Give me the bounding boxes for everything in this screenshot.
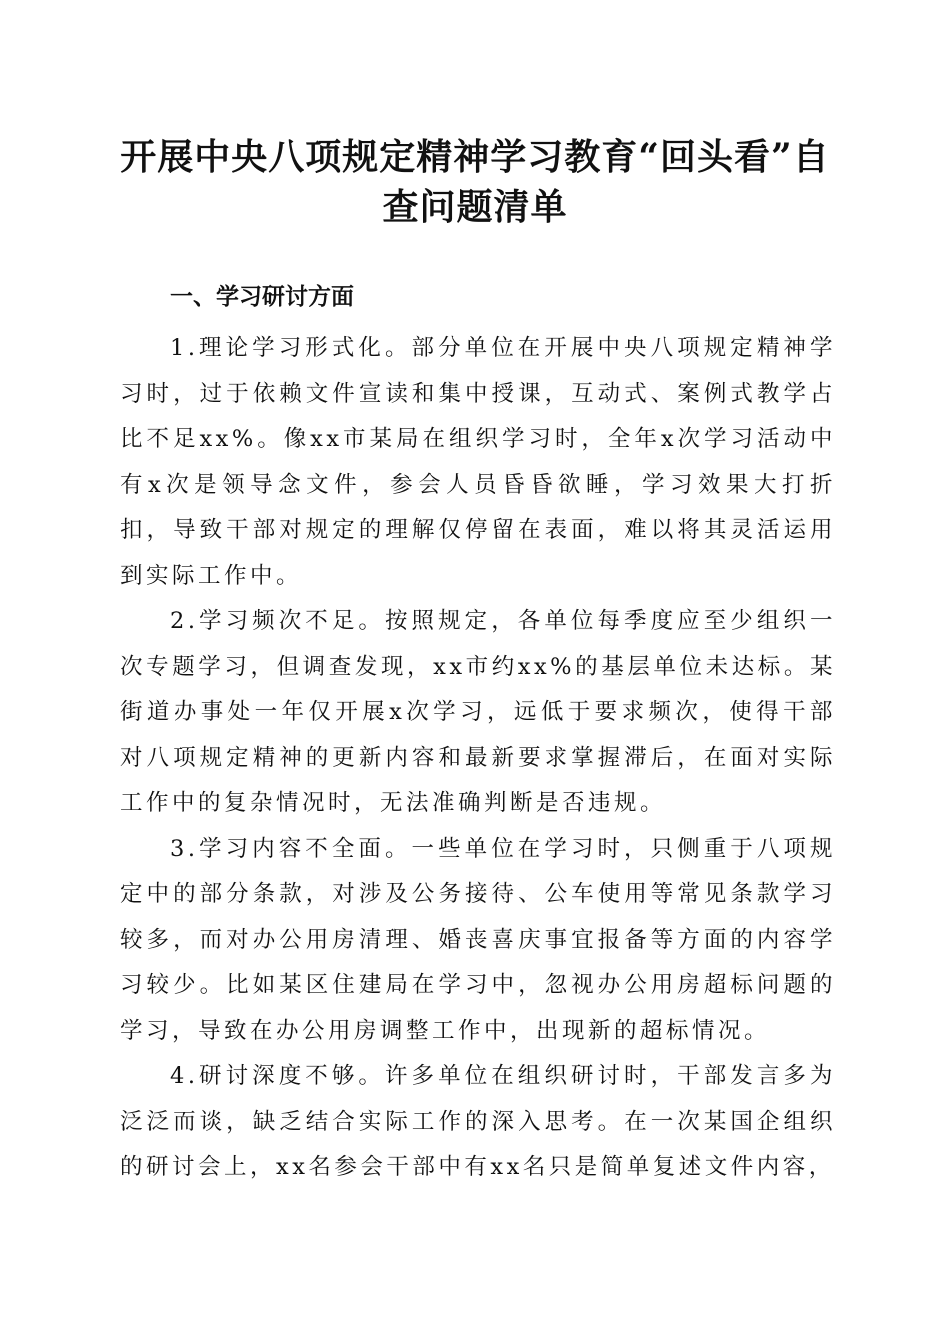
section-heading: 一、学习研讨方面 [170, 284, 354, 310]
paragraph-2: 2.学习频次不足。按照规定，各单位每季度应至少组织一次专题学习，但调查发现，xx市约xx%的基层单位未达标。某街道办事处一年仅开展x次学习，远低于要求频次，使得干部对八项规定精神的更新内容和最新要求掌握滞后，在面对实际工作中的复杂情况时，无法准确判断是否违规。 [120, 608, 836, 816]
document-body [120, 282, 836, 1191]
document-title-line-1: 开展中央八项规定精神学习教育“回头看”自 [120, 136, 830, 178]
document-title-line-2: 查问题清单 [382, 186, 568, 228]
paragraph-4: 4.研讨深度不够。许多单位在组织研讨时，干部发言多为泛泛而谈，缺乏结合实际工作的深入思考。在一次某国企组织的研讨会上，xx名参会干部中有xx名只是简单复述文件内容， [120, 1063, 836, 1180]
document-title [100, 132, 850, 232]
paragraph-3: 3.学习内容不全面。一些单位在学习时，只侧重于八项规定中的部分条款，对涉及公务接待、公车使用等常见条款学习较多，而对办公用房清理、婚丧喜庆事宜报备等方面的内容学习较少。比如某区住建局在学习中，忽视办公用房超标问题的学习，导致在办公用房调整工作中，出现新的超标情况。 [120, 835, 836, 1044]
paragraph-1: 1.理论学习形式化。部分单位在开展中央八项规定精神学习时，过于依赖文件宣读和集中授课，互动式、案例式教学占比不足xx%。像xx市某局在组织学习时，全年x次学习活动中有x次是领导念文件，参会人员昏昏欲睡，学习效果大打折扣，导致干部对规定的理解仅停留在表面，难以将其灵活运用到实际工作中。 [120, 335, 836, 589]
